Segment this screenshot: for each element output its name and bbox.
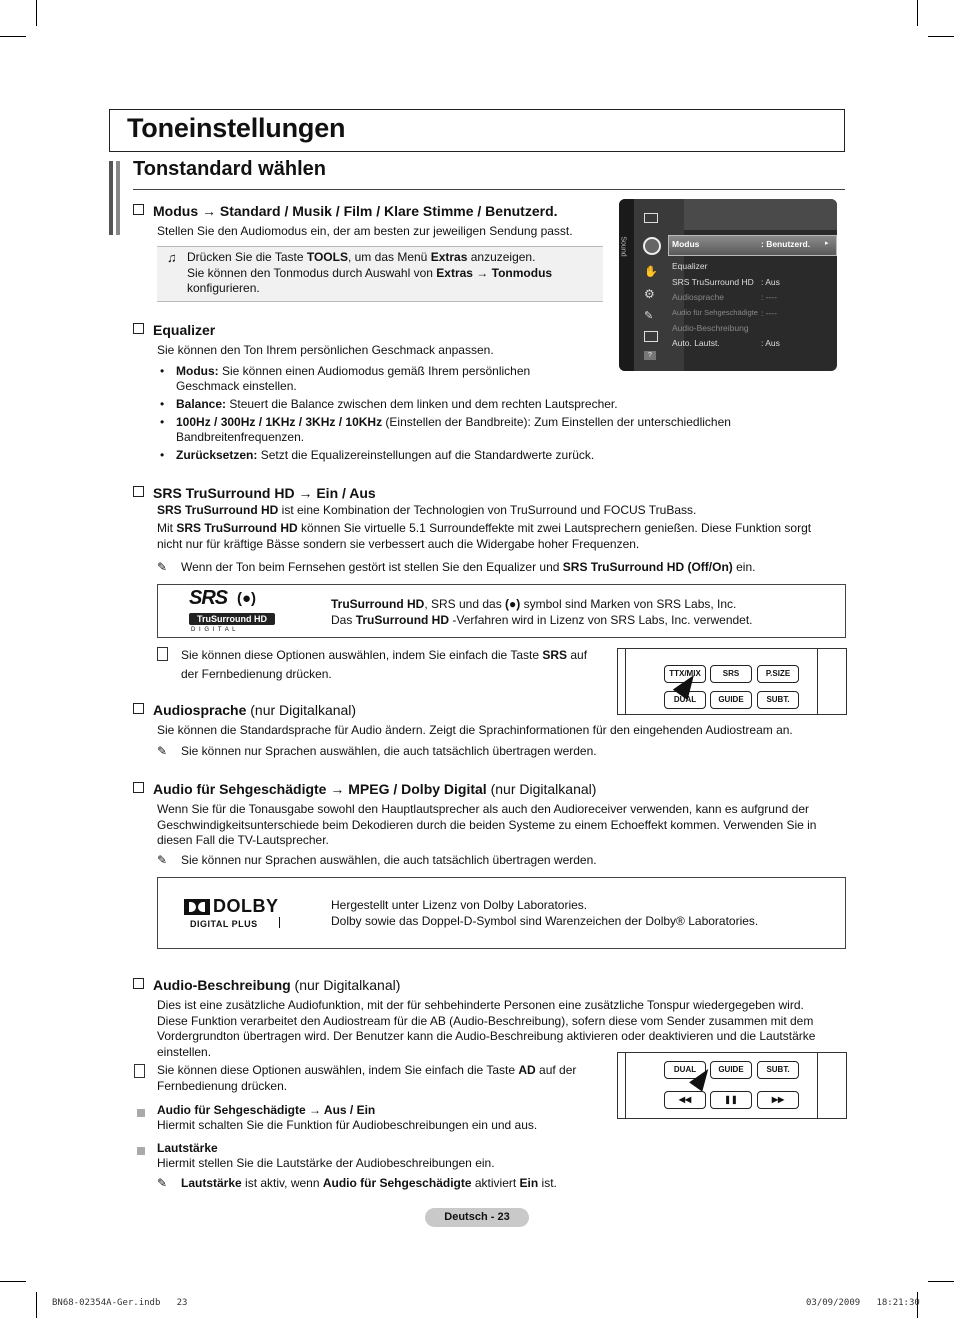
- input-icon[interactable]: ✎: [644, 310, 654, 322]
- equalizer-bullet: • Balance: Steuert die Balance zwischen dem linken und dem rechten Lautsprecher.: [160, 397, 618, 411]
- sub-bullet: [137, 1144, 145, 1158]
- menu-side-strip: [619, 199, 634, 371]
- square-bullet-icon: [137, 1109, 145, 1117]
- subt-button[interactable]: SUBT.: [757, 691, 799, 709]
- beschreibung-note: Lautstärke ist aktiv, wenn Audio für Sehgeschädigte aktiviert Ein ist.: [181, 1176, 557, 1190]
- section-title: Tonstandard wählen: [133, 158, 326, 180]
- beschreibung-sub1-heading: Audio für Sehgeschädigte → Aus / Ein: [157, 1103, 376, 1117]
- beschreibung-heading: Audio-Beschreibung (nur Digitalkanal): [133, 977, 400, 993]
- note-icon: ✎: [157, 853, 168, 867]
- modus-heading: Modus → Standard / Musik / Film / Klare Stimme / Benutzerd.: [133, 203, 558, 219]
- square-bullet-icon: [137, 1147, 145, 1155]
- equalizer-heading: Equalizer: [133, 322, 215, 338]
- dual-button[interactable]: DUAL: [664, 691, 706, 709]
- chevron-right-icon: ▸: [825, 240, 829, 247]
- page-number: Deutsch - 23: [425, 1208, 529, 1227]
- picture-icon: [644, 213, 658, 223]
- pause-button[interactable]: ❚❚: [710, 1091, 752, 1109]
- equalizer-bullet: • Modus: Sie können einen Audiomodus gemäß Ihrem persönlichen Geschmack einstellen.: [160, 364, 531, 393]
- menu-row-autolautst[interactable]: Auto. Lautst.: [672, 338, 720, 348]
- menu-row-sehgeschaedigte-value: : ----: [761, 308, 778, 318]
- srs-trademark-text: TruSurround HD, SRS und das (●) symbol sind Marken von SRS Labs, Inc. Das TruSurround HD -Verfahren wird in Lizenz von SRS Labs, Inc. verwendet.: [331, 597, 753, 627]
- srs-button[interactable]: SRS: [710, 665, 752, 683]
- checkbox-icon: [133, 204, 144, 215]
- menu-row-autolautst-value: : Aus: [761, 338, 780, 348]
- crop-mark: [928, 1281, 954, 1282]
- checkbox-icon: [133, 782, 144, 793]
- equalizer-bullet: • 100Hz / 300Hz / 1KHz / 3KHz / 10KHz (Einstellen der Bandbreite): Zum Einstellen der unterschiedlichen Bandbreitenfrequenzen.: [160, 415, 731, 444]
- application-icon[interactable]: [644, 331, 658, 342]
- menu-top-band: [684, 199, 837, 230]
- support-icon[interactable]: ?: [644, 351, 656, 360]
- beschreibung-sub2-text: Hiermit stellen Sie die Lautstärke der Audiobeschreibungen ein.: [157, 1156, 495, 1170]
- beschreibung-desc: Dies ist eine zusätzliche Audiofunktion, mit der für sehbehinderte Personen eine zusätzliche Tonspur wiedergegeben wird. Diese Funktion verarbeitet den Audiostream für die AB (Audio-Beschreibung), sofern diese vom Sender zusammen mit dem Vordergrundton übertragen wird. Der Benutzer kann die Audio-Beschreibung aktivieren oder deaktivieren und die Lautstärke einstellen.: [157, 998, 816, 1059]
- channel-icon[interactable]: ✋: [644, 266, 658, 278]
- beschreibung-remote-text: Sie können diese Optionen auswählen, indem Sie einfach die Taste AD auf der Fernbedienung drücken.: [157, 1063, 577, 1093]
- srs-remote-text: Sie können diese Optionen auswählen, indem Sie einfach die Taste SRS auf der Fernbedienung drücken.: [181, 648, 588, 681]
- dual-button[interactable]: DUAL: [664, 1061, 706, 1079]
- menu-row-audiosprache[interactable]: Audiosprache: [672, 292, 724, 302]
- dolby-logo: [184, 897, 284, 933]
- crop-mark: [917, 0, 918, 26]
- print-date-info: 03/09/2009 18:21:30: [806, 1298, 920, 1308]
- dolby-logo-plus: DIGITAL PLUS: [190, 919, 258, 929]
- tools-icon: ♫: [167, 250, 177, 265]
- audiosprache-heading: Audiosprache (nur Digitalkanal): [133, 702, 356, 718]
- menu-row-beschreibung[interactable]: Audio-Beschreibung: [672, 323, 749, 333]
- crop-mark: [0, 1281, 26, 1282]
- crop-mark: [36, 0, 37, 26]
- page-title: Toneinstellungen: [127, 113, 346, 143]
- remote-ad-image: [617, 1052, 847, 1119]
- ttx-mix-button[interactable]: TTX/MIX: [664, 665, 706, 683]
- setup-icon[interactable]: ⚙: [644, 287, 655, 301]
- crop-mark: [928, 36, 954, 37]
- tools-note-text: Drücken Sie die Taste TOOLS, um das Menü Extras anzuzeigen. Sie können den Tonmodus durch Auswahl von Extras → Tonmodus konfigurieren.: [187, 250, 553, 295]
- note-icon: ✎: [157, 1176, 168, 1190]
- menu-row-srs-value: : Aus: [761, 277, 780, 287]
- crop-mark: [36, 1292, 37, 1318]
- fast-forward-button[interactable]: ▶▶: [757, 1091, 799, 1109]
- print-file-info: BN68-02354A-Ger.indb 23: [52, 1298, 188, 1308]
- equalizer-desc: Sie können den Ton Ihrem persönlichen Geschmack anpassen.: [157, 343, 494, 357]
- guide-button[interactable]: GUIDE: [710, 1061, 752, 1079]
- srs-note: Wenn der Ton beim Fernsehen gestört ist stellen Sie den Equalizer und SRS TruSurround HD (Off/On) ein.: [181, 560, 756, 574]
- dolby-logo-text: DOLBY: [213, 896, 279, 916]
- remote-icon: [157, 647, 168, 661]
- srs-heading: SRS TruSurround HD → Ein / Aus: [133, 485, 376, 501]
- srs-logo-digital: D I G I T A L: [191, 627, 237, 633]
- double-d-icon: [184, 899, 210, 915]
- menu-side-label: Sound: [619, 236, 627, 257]
- psize-button[interactable]: P.SIZE: [757, 665, 799, 683]
- sub-bullet: [137, 1106, 145, 1120]
- sound-icon[interactable]: [643, 237, 661, 255]
- subt-button[interactable]: SUBT.: [757, 1061, 799, 1079]
- audiosprache-note: Sie können nur Sprachen auswählen, die auch tatsächlich übertragen werden.: [181, 744, 597, 758]
- menu-row-audiosprache-value: : ----: [761, 292, 778, 302]
- modus-desc: Stellen Sie den Audiomodus ein, der am besten zur jeweiligen Sendung passt.: [157, 224, 573, 238]
- srs-symbol-icon: (●): [237, 590, 257, 607]
- checkbox-icon: [133, 703, 144, 714]
- equalizer-bullet: • Zurücksetzen: Setzt die Equalizereinstellungen auf die Standardwerte zurück.: [160, 448, 595, 462]
- note-icon: ✎: [157, 744, 168, 758]
- sehgeschaedigte-note: Sie können nur Sprachen auswählen, die auch tatsächlich übertragen werden.: [181, 853, 597, 867]
- srs-logo-trusurround: TruSurround HD: [189, 613, 275, 625]
- remote-icon: [134, 1064, 145, 1078]
- section-divider: [133, 189, 845, 190]
- dolby-trademark-text: Hergestellt unter Lizenz von Dolby Laboratories. Dolby sowie das Doppel-D-Symbol sind Warenzeichen der Dolby® Laboratories.: [331, 898, 759, 928]
- side-bar: [109, 161, 113, 235]
- crop-mark: [0, 36, 26, 37]
- checkbox-icon: [133, 486, 144, 497]
- rewind-button[interactable]: ◀◀: [664, 1091, 706, 1109]
- beschreibung-sub2-heading: Lautstärke: [157, 1141, 218, 1155]
- srs-logo: [189, 587, 279, 634]
- menu-row-modus[interactable]: Modus: [672, 239, 700, 249]
- srs-desc-1: SRS TruSurround HD ist eine Kombination der Technologien von TruSurround und FOCUS TruBass.: [157, 503, 697, 517]
- menu-row-srs[interactable]: SRS TruSurround HD: [672, 277, 754, 287]
- tv-sound-menu: [619, 199, 837, 371]
- menu-row-modus-value: : Benutzerd.: [761, 239, 811, 249]
- menu-row-equalizer[interactable]: Equalizer: [672, 261, 708, 271]
- side-bar: [116, 161, 120, 235]
- guide-button[interactable]: GUIDE: [710, 691, 752, 709]
- note-icon: ✎: [157, 560, 168, 574]
- menu-row-sehgeschaedigte[interactable]: Audio für Sehgeschädigte: [672, 308, 758, 317]
- beschreibung-sub1-text: Hiermit schalten Sie die Funktion für Audiobeschreibungen ein und aus.: [157, 1118, 538, 1132]
- sehgeschaedigte-heading: Audio für Sehgeschädigte → MPEG / Dolby Digital (nur Digitalkanal): [133, 781, 596, 797]
- remote-srs-image: [617, 648, 847, 715]
- srs-logo-text: SRS: [189, 587, 228, 609]
- checkbox-icon: [133, 978, 144, 989]
- sehgeschaedigte-desc: Wenn Sie für die Tonausgabe sowohl den Hauptlautsprecher als auch den Audioreceiver verwenden, kann es aufgrund der Geschwindigkeitsunterschiede beim Dekodieren durch die beiden Systeme zu einem Echoeffekt kommen. Verwenden Sie in diesen Fall die TV-Lautsprecher.: [157, 802, 817, 847]
- srs-desc-2: Mit SRS TruSurround HD können Sie virtuelle 5.1 Surroundeffekte mit zwei Lautsprechern genießen. Diese Funktion sorgt nicht nur für kräftige Bässe sondern sie verbessert auch die Widergabe hoher Frequenzen.: [157, 521, 812, 551]
- checkbox-icon: [133, 323, 144, 334]
- audiosprache-desc: Sie können die Standardsprache für Audio ändern. Zeigt die Sprachinformationen für den eingehenden Audiostream an.: [157, 723, 793, 737]
